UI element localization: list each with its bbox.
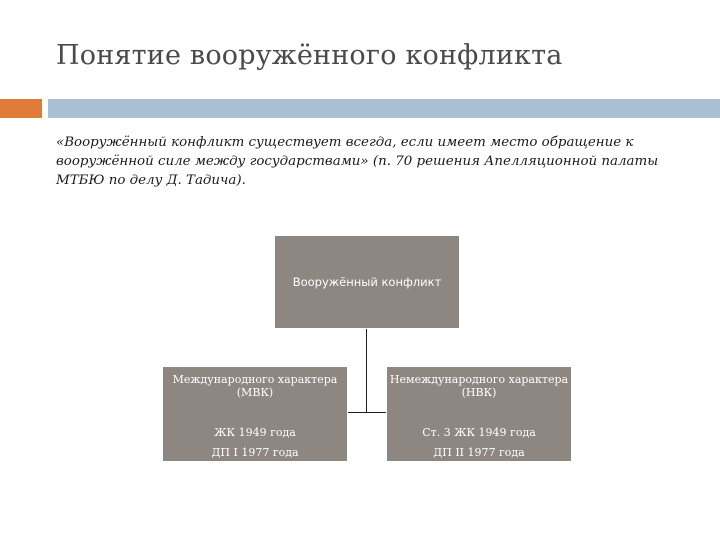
quote-text: «Вооружённый конфликт существует всегда, если имеет место обращение к вооружённой силе между государствами» (п. 70 решения Апелляционной палаты МТБЮ по делу Д. Тадича). [56,135,659,188]
connector-left [348,412,366,413]
connector-vertical [366,329,367,413]
node-international-abbr: (МВК) [236,386,274,399]
accent-band-blue [48,99,720,118]
root-node [274,235,460,329]
node-international [162,366,348,462]
node-non-international-abbr: (НВК) [461,386,497,399]
node-non-international [386,366,572,462]
root-node-label: Вооружённый конфликт [292,275,442,289]
slide-title: Понятие вооружённого конфликта [56,40,563,71]
node-international-heading: Международного характера [172,373,338,386]
node-non-international-doc2: ДП II 1977 года [433,446,525,459]
node-non-international-doc1: Ст. 3 ЖК 1949 года [422,426,536,439]
accent-band-orange [0,99,42,118]
node-international-doc2: ДП I 1977 года [211,446,299,459]
node-international-doc1: ЖК 1949 года [214,426,296,439]
node-non-international-heading: Немеждународного характера [389,373,569,386]
connector-right [366,412,386,413]
